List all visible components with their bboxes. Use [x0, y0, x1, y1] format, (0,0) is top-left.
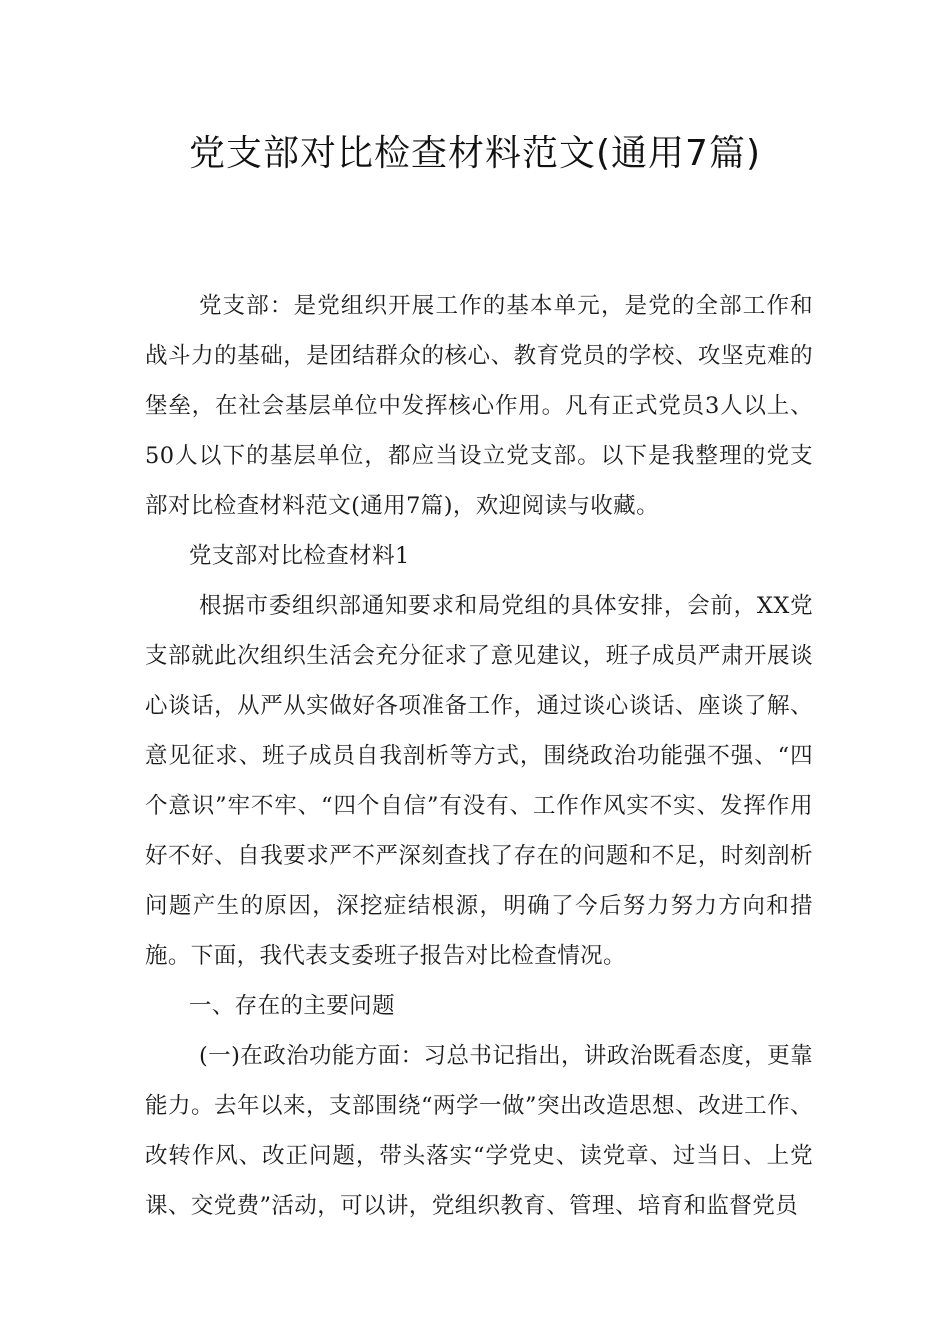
document-body [145, 281, 813, 1231]
intro-paragraph: 党支部：是党组织开展工作的基本单元，是党的全部工作和战斗力的基础，是团结群众的核心、教育党员的学校、攻坚克难的堡垒，在社会基层单位中发挥核心作用。凡有正式党员3人以上、50人以下的基层单位，都应当设立党支部。以下是我整理的党支部对比检查材料范文(通用7篇)，欢迎阅读与收藏。 [145, 293, 813, 519]
body-paragraph: 根据市委组织部通知要求和局党组的具体安排，会前，XX党支部就此次组织生活会充分征求了意见建议，班子成员严肃开展谈心谈话，从严从实做好各项准备工作，通过谈心谈话、座谈了解、意见征求、班子成员自我剖析等方式，围绕政治功能强不强、“四个意识”牢不牢、“四个自信”有没有、工作作风实不实、发挥作用好不好、自我要求严不严深刻查找了存在的问题和不足，时刻剖析问题产生的原因，深挖症结根源，明确了今后努力努力方向和措施。下面，我代表支委班子报告对比检查情况。 [145, 593, 813, 969]
section-heading-material-1: 党支部对比检查材料1 [188, 543, 410, 569]
body-paragraph-political-function: (一)在政治功能方面：习总书记指出，讲政治既看态度，更靠能力。去年以来，支部围绕“两学一做”突出改造思想、改进工作、改转作风、改正问题，带头落实“学党史、读党章、过当日、上党课、交党费”活动，可以讲，党组织教育、管理、培育和监督党员 [145, 1043, 813, 1219]
section-heading-main-problems: 一、存在的主要问题 [188, 993, 395, 1019]
document-title: 党支部对比检查材料范文(通用7篇) [189, 133, 761, 174]
